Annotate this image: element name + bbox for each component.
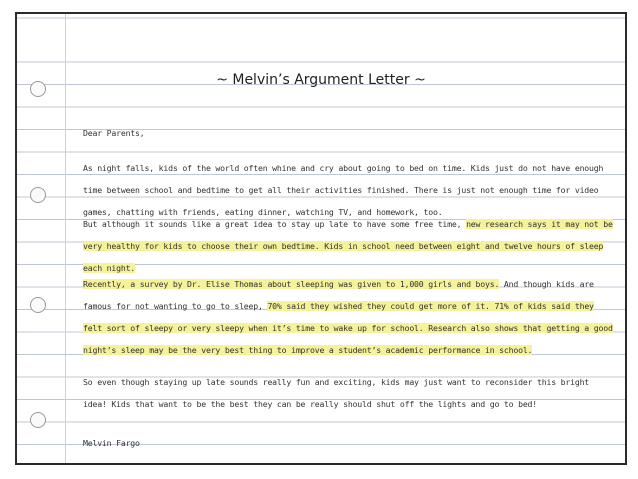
binder-hole-2	[30, 187, 46, 203]
paragraph-3-text: And though kids are famous for not wanting to go to sleep,	[83, 279, 594, 311]
paragraph-3-highlight-2: 70% said they wished they could get more of it. 71% of kids said they felt sort of sleepy or very sleepy when it’s time to wake up for school. Research also shows that getting a good night’s sleep may be the very best thing to improve a student’s academic performance in school.	[83, 301, 613, 355]
paragraph-1: As night falls, kids of the world often whine and cry about going to bed on time. Kids just do not have enough time between school and bedtime to get all their activities finished. There is just not enough time for video games, chatting with friends, eating dinner, watching TV, and homework, too.	[83, 163, 604, 217]
paragraph-2	[83, 213, 613, 279]
paragraph-2-text: But although it sounds like a great idea to stay up late to have some free time,	[83, 219, 467, 229]
salutation: Dear Parents,	[83, 128, 145, 138]
letter-title: ~ Melvin’s Argument Letter ~	[216, 72, 426, 88]
binder-hole-3	[30, 297, 46, 313]
notebook-paper	[15, 12, 627, 465]
paragraph-3	[83, 273, 613, 361]
paragraph-2-highlight: new research says it may not be very healthy for kids to choose their own bedtime. Kids in school need between eight and twelve hours of sleep each night.	[83, 219, 613, 273]
paragraph-3-highlight-1: Recently, a survey by Dr. Elise Thomas about sleeping was given to 1,000 girls and boys.	[83, 279, 500, 289]
paragraph-4: So even though staying up late sounds really fun and exciting, kids may just want to reconsider this bright idea! Kids that want to be the best they can be really should shut off the lights and go to bed!	[83, 377, 590, 409]
signature: Melvin Fargo	[83, 438, 140, 448]
binder-hole-4	[30, 412, 46, 428]
